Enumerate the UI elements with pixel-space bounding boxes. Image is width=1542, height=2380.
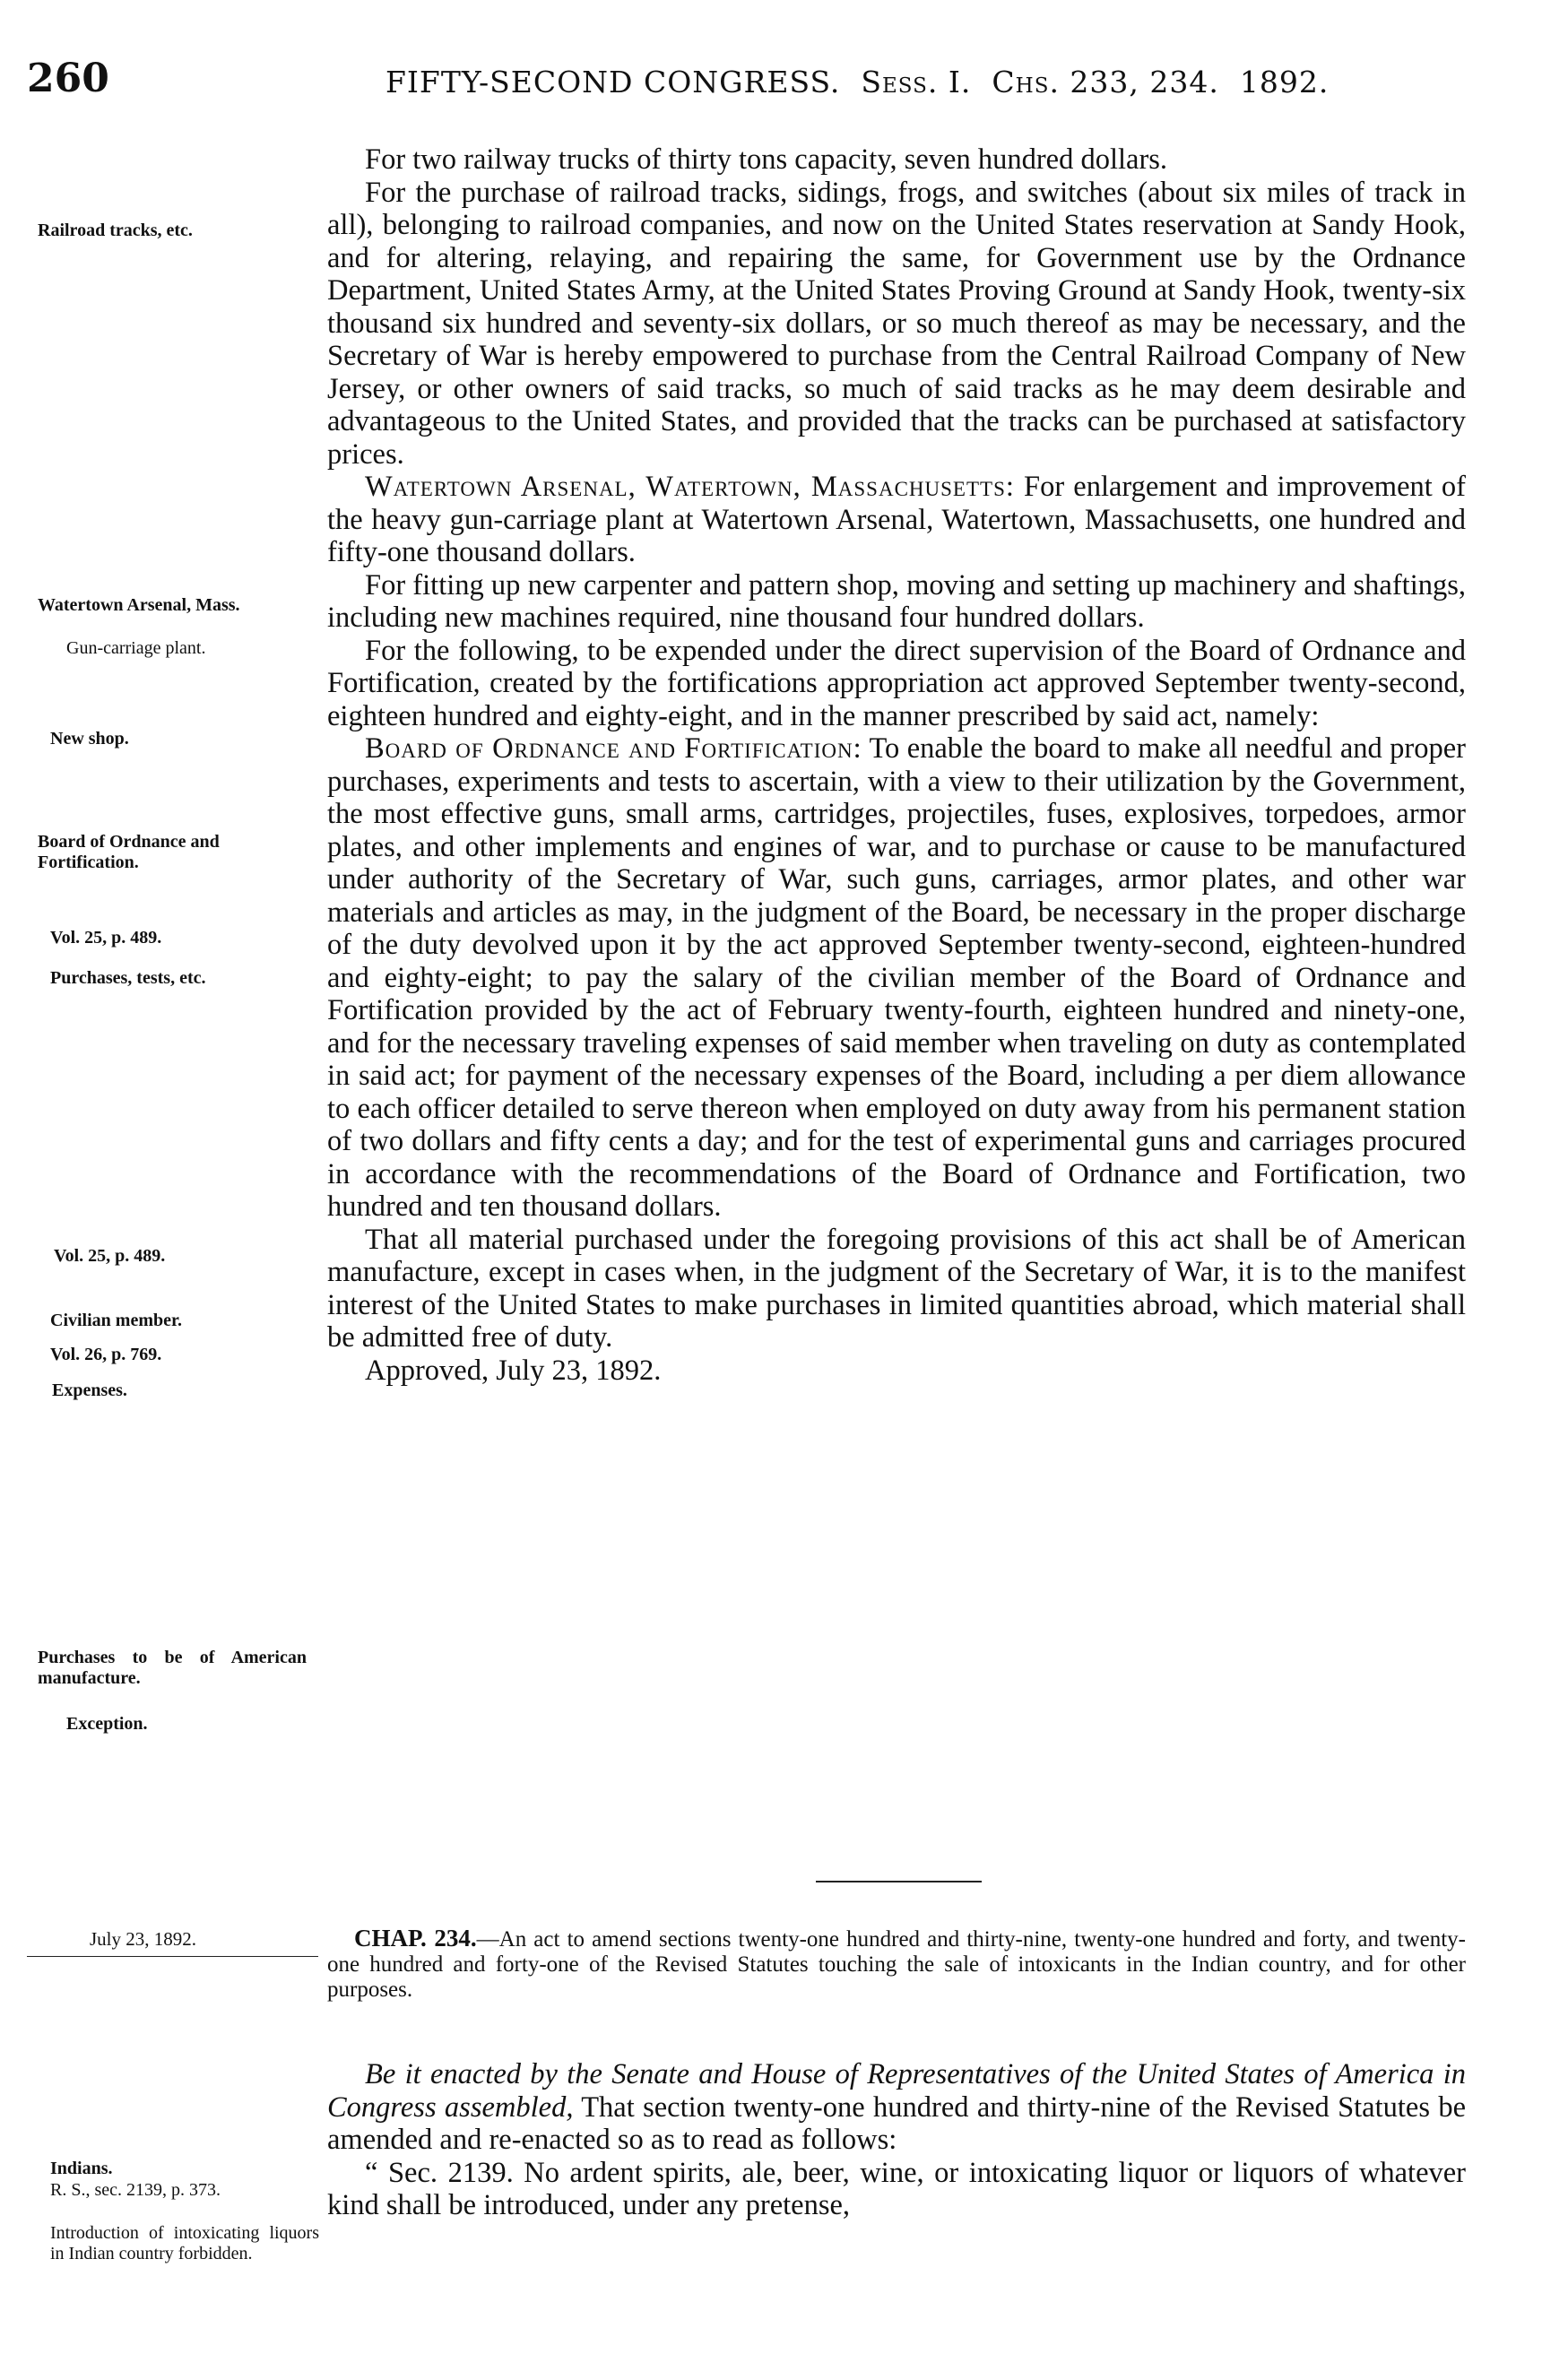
- watertown-text: For enlargement and improvement of the heavy gun-carriage plant at Watertown Arsenal, Watertown, Massachusetts, one hundred and fifty-one thousand dollars.: [327, 471, 1466, 568]
- paragraph-railroad-tracks: For the purchase of railroad tracks, sidings, frogs, and switches (about six miles of track in all), belonging to railroad companies, and now on the United States reservation at Sandy Hook, and for altering, relaying, and repairing the same, for Government use by the Ordnance Department, United States Army, at the United States Proving Ground at Sandy Hook, twenty-six thousand six hundred and seventy-six dollars, or so much thereof as may be necessary, and the Secretary of War is hereby empowered to purchase from the Central Railroad Company of New Jersey, or other owners of said tracks, so much of said tracks as he may deem desirable and advantageous to the United States, and provided that the tracks can be purchased at satisfactory prices.: [327, 176, 1466, 471]
- margin-note-chap-date: July 23, 1892.: [90, 1928, 197, 1950]
- paragraph-new-shop: For fitting up new carpenter and pattern shop, moving and setting up machinery and shaftings, including new machines required, nine thousand four hundred dollars.: [327, 568, 1466, 634]
- paragraph-watertown: [327, 471, 1466, 569]
- board-heading: Board of Ordnance and Fortification:: [365, 732, 862, 765]
- chapter-title: —An act to amend sections twenty-one hundred and thirty-nine, twenty-one hundred and forty, and twenty-one hundred and forty-one of the Revised Statutes touching the sale of intoxicants in the Indian country, and for other purposes.: [327, 1927, 1467, 2002]
- margin-note-watertown: Watertown Arsenal, Mass.: [38, 595, 240, 615]
- margin-note-railroad: Railroad tracks, etc.: [38, 221, 193, 240]
- chapter-label: CHAP. 234.: [354, 1925, 477, 1952]
- watertown-heading: Watertown Arsenal, Watertown, Massachusetts:: [365, 471, 1015, 503]
- main-text: [327, 143, 1466, 1387]
- margin-note-introduction: Introduction of intoxicating liquors in Indian country forbidden.: [50, 2223, 319, 2263]
- margin-note-vol-489-b: Vol. 25, p. 489.: [54, 1246, 166, 1266]
- chapter-234-heading: [327, 1926, 1466, 2003]
- margin-note-expenses: Expenses.: [52, 1380, 127, 1400]
- margin-note-board: Board of Ordnance and Fortification.: [38, 832, 220, 872]
- year-label: 1892.: [1239, 65, 1330, 100]
- congress-title: FIFTY-SECOND CONGRESS.: [386, 65, 841, 100]
- page-number: 260: [27, 56, 109, 101]
- margin-note-american: Purchases to be of American manufacture.: [38, 1648, 307, 1688]
- approved-line: Approved, July 23, 1892.: [365, 1354, 662, 1387]
- section-divider: [816, 1881, 982, 1882]
- margin-note-exception: Exception.: [66, 1714, 148, 1734]
- margin-note-vol-769: Vol. 26, p. 769.: [50, 1345, 162, 1364]
- paragraph-board: [327, 732, 1466, 1224]
- enacting-clause: Be it enacted by the Senate and House of Representatives of the United States of America in Congress assembled,: [327, 2058, 1466, 2124]
- margin-note-vol-489-a: Vol. 25, p. 489.: [50, 928, 162, 948]
- margin-note-indians: Indians.: [50, 2159, 113, 2178]
- paragraph-railway-trucks: For two railway trucks of thirty tons capacity, seven hundred dollars.: [365, 143, 1168, 176]
- margin-note-gun-carriage: Gun-carriage plant.: [66, 638, 206, 658]
- date-rule: [27, 1956, 318, 1957]
- margin-note-rs-ref: R. S., sec. 2139, p. 373.: [50, 2180, 221, 2200]
- margin-note-purchases-tests: Purchases, tests, etc.: [50, 968, 206, 988]
- margin-note-new-shop: New shop.: [50, 729, 129, 749]
- paragraph-board-intro: For the following, to be expended under the direct supervision of the Board of Ordnance and Fortification, created by the fortifications appropriation act approved September twenty-second, eighteen hundred and eighty-eight, and in the manner prescribed by said act, namely:: [327, 634, 1466, 732]
- enacting-paragraph: [327, 2058, 1466, 2157]
- chapter-234-text: [327, 2058, 1466, 2222]
- paragraph-american-manufacture: That all material purchased under the foregoing provisions of this act shall be of American manufacture, except in cases when, in the judgment of the Secretary of War, it is to the manifest interest of the United States to make purchases in limited quantities abroad, which material shall be admitted free of duty.: [327, 1223, 1466, 1354]
- chapters-label: Chs. 233, 234.: [992, 65, 1219, 100]
- enacting-rest: That section twenty-one hundred and thirty-nine of the Revised Statutes be amended and re-enacted so as to read as follows:: [327, 2090, 1466, 2156]
- running-header: [27, 56, 1497, 109]
- margin-note-civilian: Civilian member.: [50, 1311, 183, 1330]
- session-label: Sess. I.: [861, 65, 972, 100]
- board-text: To enable the board to make all needful and proper purchases, experiments and tests to ascertain, with a view to their utilization by the Government, the most effective guns, small arms, cartridges, projectiles, fuses, explosives, torpedoes, armor plates, and other implements and engines of war, and to purchase or cause to be manufactured under authority of the Secretary of War, such guns, carriages, armor plates, and other war materials and articles as may, in the judgment of the Board, be necessary in the proper discharge of the duty devolved upon it by the act approved September twenty-second, eighteen-hundred and eighty-eight; to pay the salary of the civilian member of the Board of Ordnance and Fortification provided by the act of February twenty-fourth, eighteen hundred and ninety-one, and for the necessary traveling expenses of said member when traveling on duty as contemplated in said act; for payment of the necessary expenses of the Board, including a per diem allowance to each officer detailed to serve thereon when employed on duty away from his permanent station of two dollars and fifty cents a day; and for the test of experimental guns and carriages procured in accordance with the recommendations of the Board of Ordnance and Fortification, two hundred and ten thousand dollars.: [327, 732, 1466, 1223]
- running-title: [386, 65, 1329, 100]
- section-2139: “ Sec. 2139. No ardent spirits, ale, beer, wine, or intoxicating liquor or liquors of whatever kind shall be introduced, under any pretense,: [327, 2156, 1466, 2221]
